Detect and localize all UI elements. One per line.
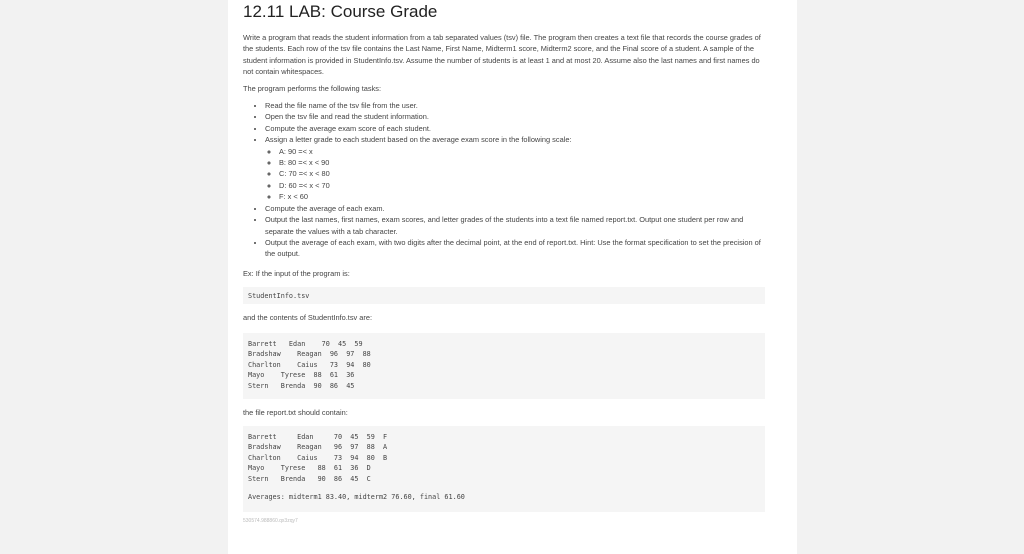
list-item: • Output the last names, first names, exam scores, and letter grades of the students into a text file named report.txt. Output one student per row and separate the values with a tab character.: [265, 214, 765, 237]
grade-scale-item: ◦ D: 60 =< x < 70: [279, 180, 765, 191]
tsv-intro: and the contents of StudentInfo.tsv are:: [243, 313, 373, 323]
averages-line: Averages: midterm1 83.40, midterm2 76.60, final 61.60: [248, 493, 465, 502]
code-line: Bradshaw Reagan 96 97 88 A: [248, 443, 388, 452]
lab-page: [228, 0, 797, 554]
tasks-intro: The program performs the following tasks:: [243, 83, 382, 93]
code-line: Stern Brenda 90 86 45: [248, 381, 355, 390]
grade-scale-item: ◦ C: 70 =< x < 80: [279, 168, 765, 179]
list-item: • Read the file name of the tsv file from the user.: [265, 100, 765, 111]
code-line: Stern Brenda 90 86 45 C: [248, 474, 371, 483]
code-line: Barrett Edan 70 45 59: [248, 339, 363, 348]
code-line: Bradshaw Reagan 96 97 88: [248, 350, 371, 359]
footer-id: 530574.988860.qx3zqy7: [243, 517, 298, 524]
list-item: • Compute the average of each exam.: [265, 203, 765, 214]
code-line: Charlton Caius 73 94 80: [248, 360, 371, 369]
intro-paragraph: Write a program that reads the student information from a tab separated values (tsv) file. The program then creates a text file that records the course grades of the students. Each row of the tsv file contains the Last Name, First Name, Midterm1 score, Midterm2 score, and the Final score of a student. A sample of the student information is provided in StudentInfo.tsv. Assume the number of students is at least 1 and at most 20. Assume also the last names and first names do not contain whitespaces.: [243, 33, 761, 77]
list-item: • Compute the average exam score of each student.: [265, 123, 765, 134]
code-line: Barrett Edan 70 45 59 F: [248, 432, 388, 441]
list-item-text: Assign a letter grade to each student based on the average exam score in the following scale:: [265, 135, 572, 145]
report-intro: the file report.txt should contain:: [243, 407, 348, 417]
list-item: [265, 134, 765, 202]
grade-scale-item: ◦ B: 80 =< x < 90: [279, 157, 765, 168]
input-code-block: [243, 287, 765, 304]
code-line: Charlton Caius 73 94 80 B: [248, 453, 388, 462]
example-intro: Ex: If the input of the program is:: [243, 268, 350, 278]
input-file-name: StudentInfo.tsv: [248, 292, 310, 301]
list-item: • Output the average of each exam, with two digits after the decimal point, at the end of report.txt. Hint: Use the format specification to set the precision of the output.: [265, 237, 765, 260]
grade-scale-item: ◦ F: x < 60: [279, 191, 765, 202]
grade-scale-item: ◦ A: 90 =< x: [279, 146, 765, 157]
tsv-code-block: [243, 333, 765, 399]
task-list: [243, 100, 765, 260]
grade-scale-list: [265, 146, 765, 203]
list-item: • Open the tsv file and read the student information.: [265, 111, 765, 122]
report-code-block: [243, 426, 765, 512]
code-line: Mayo Tyrese 88 61 36: [248, 371, 355, 380]
page-title: 12.11 LAB: Course Grade: [243, 2, 438, 21]
code-line: Mayo Tyrese 88 61 36 D: [248, 464, 371, 473]
